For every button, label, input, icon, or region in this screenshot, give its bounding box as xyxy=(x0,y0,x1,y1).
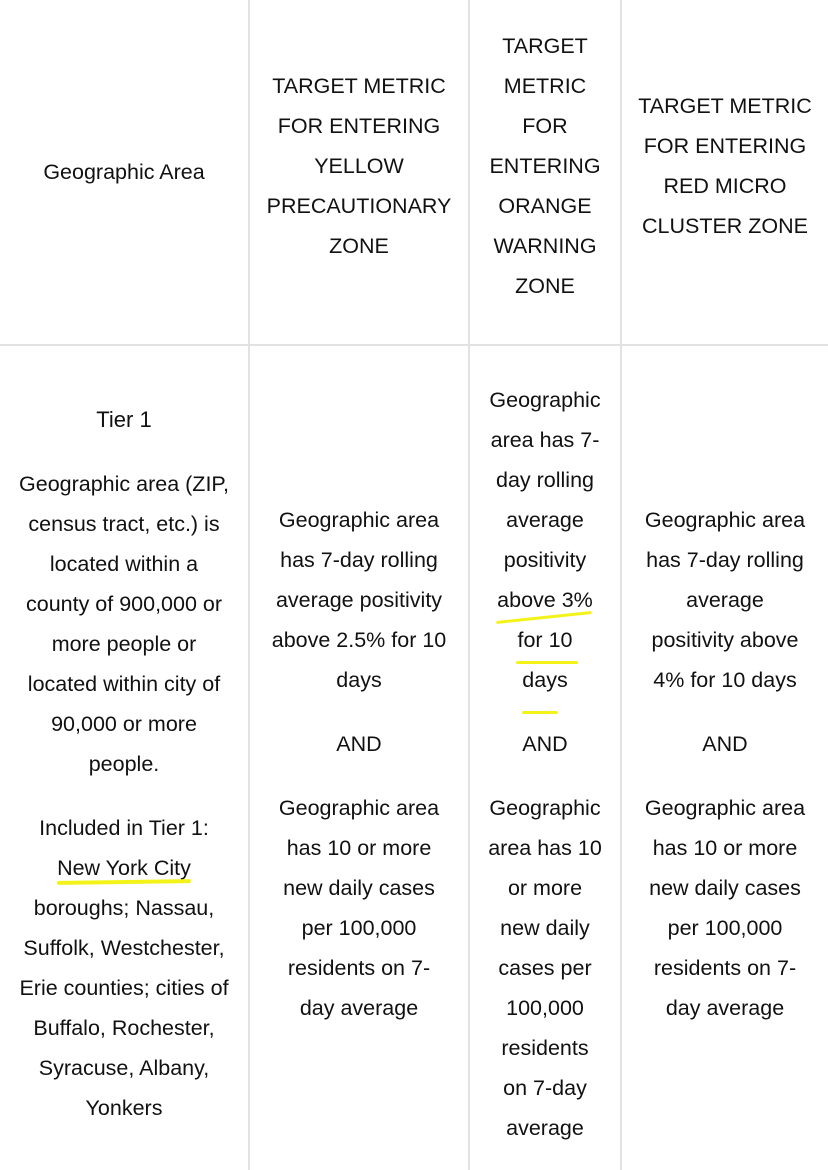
description-line: census tract, etc.) is xyxy=(28,512,220,536)
metric-line: residents xyxy=(501,1036,589,1060)
metric-line: has 10 or more xyxy=(652,836,798,860)
metric-line: new daily cases xyxy=(649,876,801,900)
metric-line: day average xyxy=(299,996,419,1020)
description-line: Geographic area (ZIP, xyxy=(19,472,229,496)
metric-line: has 10 or more xyxy=(286,836,432,860)
description-line: located within city of xyxy=(27,672,221,696)
metric-line: average xyxy=(506,508,584,532)
header-yellow-zone xyxy=(250,0,468,332)
metric-line: per 100,000 xyxy=(301,916,417,940)
highlight-mark-3 xyxy=(522,711,558,714)
header-text: ENTERING xyxy=(489,154,601,178)
header-text: RED MICRO xyxy=(663,174,787,198)
metric-line: day rolling xyxy=(496,468,594,492)
header-text: Geographic Area xyxy=(43,160,205,184)
metric-line: positivity xyxy=(503,548,587,572)
highlight-mark-2 xyxy=(516,661,578,664)
description-line: located within a xyxy=(49,552,199,576)
description-line: people. xyxy=(88,752,160,776)
metric-line: area has 7- xyxy=(490,428,600,452)
header-text: YELLOW xyxy=(314,154,404,178)
included-line: Included in Tier 1: xyxy=(39,816,209,840)
tier1-yellow-metric xyxy=(250,500,468,1040)
included-line: Yonkers xyxy=(85,1096,163,1120)
header-text: FOR ENTERING xyxy=(277,114,441,138)
header-text: CLUSTER ZONE xyxy=(641,214,809,238)
metric-line: residents on 7- xyxy=(653,956,797,980)
header-row-divider xyxy=(0,344,828,346)
metric-line: has 7-day rolling xyxy=(280,548,438,572)
header-red-zone xyxy=(622,0,828,332)
metric-line: per 100,000 xyxy=(667,916,783,940)
metric-line: on 7-day xyxy=(503,1076,587,1100)
metric-line: Geographic area xyxy=(644,508,806,532)
highlighted-metric-line: for 10 xyxy=(517,628,573,652)
header-text: WARNING xyxy=(493,234,597,258)
tier1-title: Tier 1 xyxy=(96,407,152,432)
header-orange-zone xyxy=(470,0,620,332)
and-label: AND xyxy=(522,732,568,756)
metric-line: Geographic area xyxy=(278,796,440,820)
and-label: AND xyxy=(702,732,748,756)
metric-line: has 7-day rolling xyxy=(646,548,804,572)
metric-line: Geographic xyxy=(489,388,601,412)
metric-line: new daily xyxy=(500,916,590,940)
highlighted-new-york-city: New York City xyxy=(57,848,191,888)
highlighted-metric-line: above 3% xyxy=(497,588,593,612)
highlighted-metric-line: days xyxy=(522,668,568,692)
header-text: ZONE xyxy=(329,234,389,258)
metric-line: area has 10 xyxy=(488,836,602,860)
metric-line: average xyxy=(506,1116,584,1140)
tier1-red-metric xyxy=(622,500,828,1040)
description-line: more people or xyxy=(51,632,197,656)
tier1-orange-metric xyxy=(470,380,620,1160)
metric-line: days xyxy=(336,668,382,692)
included-line: Buffalo, Rochester, xyxy=(33,1016,215,1040)
metric-line: average positivity xyxy=(275,588,443,612)
metric-line: Geographic area xyxy=(278,508,440,532)
header-text: PRECAUTIONARY xyxy=(266,194,452,218)
metric-line: positivity above xyxy=(651,628,799,652)
metric-line: average xyxy=(686,588,764,612)
included-line: boroughs; Nassau, xyxy=(33,896,215,920)
and-label: AND xyxy=(336,732,382,756)
included-line: Suffolk, Westchester, xyxy=(23,936,225,960)
header-text: TARGET xyxy=(502,34,588,58)
header-text: TARGET METRIC xyxy=(638,94,812,118)
included-line: Erie counties; cities of xyxy=(19,976,229,1000)
header-geographic-area xyxy=(0,0,248,344)
tier1-geographic-area xyxy=(0,400,248,1146)
header-text: ZONE xyxy=(515,274,575,298)
metric-line: day average xyxy=(665,996,785,1020)
description-line: 90,000 or more xyxy=(51,712,197,736)
header-text: TARGET METRIC xyxy=(272,74,446,98)
header-text: FOR ENTERING xyxy=(643,134,807,158)
metric-line: above 2.5% for 10 xyxy=(271,628,447,652)
metric-line: or more xyxy=(507,876,583,900)
description-line: county of 900,000 or xyxy=(25,592,223,616)
metric-line: 4% for 10 days xyxy=(653,668,797,692)
header-text: METRIC xyxy=(503,74,587,98)
header-text: FOR xyxy=(522,114,568,138)
included-line: Syracuse, Albany, xyxy=(38,1056,210,1080)
header-text: ORANGE xyxy=(498,194,592,218)
metric-line: 100,000 xyxy=(506,996,584,1020)
metric-line: new daily cases xyxy=(283,876,435,900)
metric-line: Geographic xyxy=(489,796,601,820)
metric-line: Geographic area xyxy=(644,796,806,820)
metric-line: residents on 7- xyxy=(287,956,431,980)
metric-line: cases per xyxy=(498,956,592,980)
